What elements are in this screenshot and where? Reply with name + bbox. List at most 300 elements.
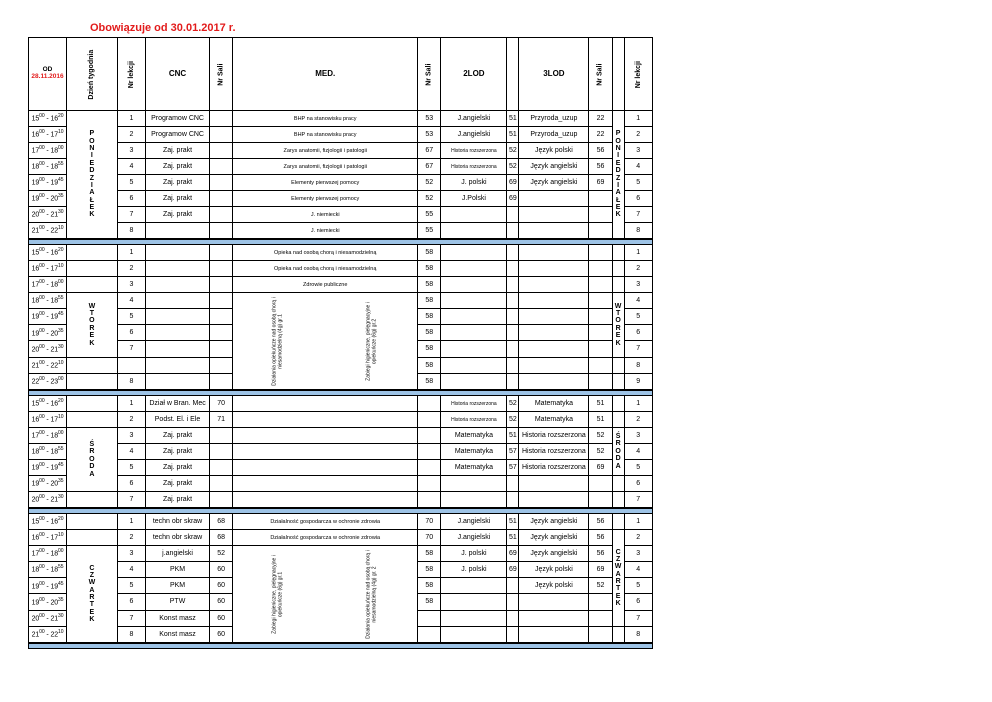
room-cell bbox=[418, 325, 441, 341]
time-start: 16 bbox=[31, 131, 40, 139]
time-end-m: 35 bbox=[58, 478, 64, 485]
room-no: 67 bbox=[425, 162, 434, 170]
cnc-cell bbox=[146, 207, 210, 223]
time-end-h: 23 bbox=[50, 378, 59, 386]
room-cell bbox=[418, 578, 441, 594]
time-cell: $17^{00} - 18^{00}$ bbox=[29, 428, 67, 444]
time-end-m: 45 bbox=[58, 177, 64, 184]
room-no: 69 bbox=[509, 178, 517, 186]
day-cell bbox=[67, 428, 118, 492]
lesson-no-cell bbox=[117, 293, 145, 309]
time-end-m: 20 bbox=[58, 516, 64, 523]
lesson-number: 2 bbox=[636, 415, 641, 423]
time-end-h: 21 bbox=[50, 211, 59, 219]
room-cell bbox=[589, 460, 612, 476]
cnc-subject: Dział w Bran. Mec bbox=[149, 399, 206, 407]
lesson-no-cell bbox=[117, 159, 145, 175]
med-cell bbox=[233, 514, 418, 530]
lesson-number: 5 bbox=[636, 178, 641, 186]
lesson-number: 5 bbox=[129, 313, 134, 321]
room-cell bbox=[507, 373, 519, 390]
room-cell bbox=[589, 626, 612, 643]
time-cell: $17^{00} - 18^{00}$ bbox=[29, 546, 67, 562]
lod2-cell bbox=[441, 357, 507, 373]
cnc-subject: PTW bbox=[169, 598, 186, 606]
cnc-cell bbox=[146, 428, 210, 444]
lesson-number: 7 bbox=[129, 345, 134, 353]
room-cell bbox=[589, 578, 612, 594]
room-no: 58 bbox=[425, 296, 434, 304]
room-cell bbox=[507, 610, 519, 626]
room-no: 69 bbox=[509, 566, 517, 574]
lesson-no-cell bbox=[624, 594, 652, 610]
lod3-cell bbox=[519, 245, 589, 261]
time-cell: $18^{00} - 18^{55}$ bbox=[29, 293, 67, 309]
room-cell bbox=[418, 111, 441, 127]
table-row bbox=[29, 191, 653, 207]
time-start: 19 bbox=[31, 329, 40, 337]
lesson-no-cell bbox=[624, 514, 652, 530]
lod2-cell bbox=[441, 610, 507, 626]
time-cell: $20^{00} - 21^{30}$ bbox=[29, 610, 67, 626]
time-cell: $19^{00} - 19^{45}$ bbox=[29, 578, 67, 594]
room-cell bbox=[507, 396, 519, 412]
med-cell bbox=[233, 261, 418, 277]
table-row bbox=[29, 546, 653, 562]
lesson-no-cell bbox=[117, 396, 145, 412]
room-cell bbox=[507, 476, 519, 492]
lesson-number: 5 bbox=[636, 582, 641, 590]
hdr-cnc-text: CNC bbox=[168, 68, 187, 78]
hdr-3lod-text: 3LOD bbox=[543, 68, 565, 78]
lesson-no-cell bbox=[117, 594, 145, 610]
day-label-sr: Ś R O D A bbox=[615, 433, 621, 470]
room-cell bbox=[507, 175, 519, 191]
room-cell bbox=[210, 492, 233, 509]
room-cell bbox=[210, 341, 233, 357]
table-row bbox=[29, 444, 653, 460]
lod2-subject: Historia rozszerzona bbox=[451, 400, 497, 407]
room-cell bbox=[507, 626, 519, 643]
room-no: 53 bbox=[425, 114, 434, 122]
room-cell bbox=[418, 357, 441, 373]
time-end-h: 16 bbox=[50, 400, 59, 408]
hdr-nr-lekcji-text: Nr lekcji bbox=[127, 60, 135, 89]
time-cell: $20^{00} - 21^{30}$ bbox=[29, 207, 67, 223]
cnc-subject: PKM bbox=[169, 566, 186, 574]
room-cell bbox=[507, 111, 519, 127]
med-cell bbox=[233, 223, 418, 240]
lod2-cell bbox=[441, 396, 507, 412]
time-start: 15 bbox=[31, 115, 40, 123]
room-cell bbox=[507, 357, 519, 373]
cnc-subject: Konst masz bbox=[159, 614, 196, 622]
time-start: 20 bbox=[31, 211, 40, 219]
cnc-subject: Zaj. prakt bbox=[162, 146, 193, 154]
lod2-cell bbox=[441, 530, 507, 546]
table-row bbox=[29, 428, 653, 444]
lod2-subject: J.angielski bbox=[457, 130, 491, 138]
room-cell bbox=[418, 514, 441, 530]
lesson-no-cell bbox=[117, 460, 145, 476]
lod3-subject: Historia rozszerzona bbox=[522, 463, 586, 471]
lesson-number: 5 bbox=[129, 178, 134, 186]
lesson-number: 6 bbox=[129, 598, 134, 606]
room-no: 57 bbox=[509, 447, 517, 455]
time-end-h: 22 bbox=[50, 362, 59, 370]
day-cell bbox=[612, 530, 624, 627]
lesson-number: 7 bbox=[129, 614, 134, 622]
lod2-cell bbox=[441, 309, 507, 325]
time-end-m: 35 bbox=[58, 596, 64, 603]
room-cell bbox=[589, 293, 612, 309]
time-start: 17 bbox=[31, 281, 40, 289]
room-no: 51 bbox=[596, 415, 605, 423]
lod2-subject: Matematyka bbox=[454, 447, 493, 455]
cnc-subject: Programow CNC bbox=[151, 114, 204, 122]
lod3-cell bbox=[519, 492, 589, 509]
lesson-number: 4 bbox=[636, 296, 641, 304]
time-end-m: 30 bbox=[58, 494, 64, 501]
lesson-number: 3 bbox=[129, 549, 134, 557]
room-cell bbox=[507, 309, 519, 325]
cnc-subject: Zaj. prakt bbox=[162, 447, 193, 455]
room-cell bbox=[589, 175, 612, 191]
lod3-subject: Język angielski bbox=[530, 549, 578, 557]
time-start: 20 bbox=[31, 346, 40, 354]
lod2-cell bbox=[441, 223, 507, 240]
room-no: 70 bbox=[217, 399, 226, 407]
lesson-no-cell bbox=[117, 261, 145, 277]
table-row bbox=[29, 261, 653, 277]
time-start: 19 bbox=[31, 195, 40, 203]
lesson-number: 2 bbox=[636, 264, 641, 272]
page-title: Obowiązuje od 30.01.2017 r. bbox=[90, 22, 236, 34]
time-end-m: 45 bbox=[58, 311, 64, 318]
lod2-cell bbox=[441, 444, 507, 460]
lod2-cell bbox=[441, 626, 507, 643]
lod2-cell bbox=[441, 546, 507, 562]
med-cell bbox=[233, 396, 418, 412]
lesson-no-cell bbox=[117, 245, 145, 261]
day-label-czw: C Z W A R T E K bbox=[614, 548, 622, 607]
lod3-subject: Historia rozszerzona bbox=[522, 447, 586, 455]
room-cell bbox=[210, 594, 233, 610]
med-subject: Zdrowie publiczne bbox=[303, 281, 348, 288]
lod2-subject: Historia rozszerzona bbox=[451, 163, 497, 170]
hdr-med bbox=[233, 38, 418, 111]
room-cell bbox=[418, 127, 441, 143]
lesson-number: 8 bbox=[129, 630, 134, 638]
room-cell bbox=[507, 514, 519, 530]
time-cell: $15^{00} - 16^{20}$ bbox=[29, 111, 67, 127]
time-cell: $16^{00} - 17^{10}$ bbox=[29, 530, 67, 546]
room-cell bbox=[507, 412, 519, 428]
med-cell bbox=[233, 143, 418, 159]
lod3-cell bbox=[519, 514, 589, 530]
med-subject: J. niemiecki bbox=[310, 211, 340, 218]
time-start: 16 bbox=[31, 416, 40, 424]
room-cell bbox=[589, 412, 612, 428]
cnc-cell bbox=[146, 594, 210, 610]
lod3-cell bbox=[519, 223, 589, 240]
cnc-cell bbox=[146, 530, 210, 546]
hdr-dzien-text: Dzień tygodnia bbox=[88, 49, 96, 100]
lod2-cell bbox=[441, 412, 507, 428]
room-cell bbox=[418, 261, 441, 277]
hdr-room-2 bbox=[418, 38, 441, 111]
lod2-cell bbox=[441, 175, 507, 191]
room-cell bbox=[210, 578, 233, 594]
time-cell: $21^{00} - 22^{10}$ bbox=[29, 357, 67, 373]
lesson-no-cell bbox=[624, 626, 652, 643]
time-cell: $19^{00} - 19^{45}$ bbox=[29, 175, 67, 191]
room-cell bbox=[210, 412, 233, 428]
lesson-number: 5 bbox=[636, 463, 641, 471]
lesson-no-cell bbox=[117, 373, 145, 390]
room-cell bbox=[507, 594, 519, 610]
cnc-cell bbox=[146, 492, 210, 509]
lesson-number: 8 bbox=[129, 226, 134, 234]
room-cell bbox=[589, 223, 612, 240]
cnc-subject: j.angielski bbox=[162, 549, 193, 557]
lesson-no-cell bbox=[624, 578, 652, 594]
room-cell bbox=[418, 277, 441, 293]
cnc-cell bbox=[146, 626, 210, 643]
lesson-number: 8 bbox=[636, 226, 641, 234]
time-end-h: 18 bbox=[50, 448, 59, 456]
lesson-no-cell bbox=[624, 428, 652, 444]
cnc-subject: Podst. El. i Ele bbox=[154, 415, 201, 423]
room-no: 58 bbox=[425, 361, 434, 369]
lod3-cell bbox=[519, 562, 589, 578]
room-cell bbox=[507, 245, 519, 261]
room-cell bbox=[589, 245, 612, 261]
room-cell bbox=[589, 325, 612, 341]
room-cell bbox=[418, 373, 441, 390]
lod3-cell bbox=[519, 127, 589, 143]
room-no: 52 bbox=[217, 549, 226, 557]
lesson-no-cell bbox=[117, 476, 145, 492]
time-end-h: 16 bbox=[50, 518, 59, 526]
room-no: 52 bbox=[425, 178, 434, 186]
lesson-number: 1 bbox=[636, 114, 641, 122]
od-label bbox=[29, 67, 66, 81]
hdr-cnc bbox=[146, 38, 210, 111]
room-cell bbox=[210, 357, 233, 373]
hdr-room-3 bbox=[507, 38, 519, 111]
lesson-number: 1 bbox=[129, 248, 134, 256]
lod2-cell bbox=[441, 277, 507, 293]
lesson-no-cell bbox=[624, 546, 652, 562]
room-cell bbox=[507, 341, 519, 357]
room-cell bbox=[418, 396, 441, 412]
med-cell-vertical bbox=[233, 293, 418, 391]
time-end-h: 21 bbox=[50, 496, 59, 504]
hdr-day-2 bbox=[612, 38, 624, 111]
room-no: 68 bbox=[217, 517, 226, 525]
med-cell bbox=[233, 127, 418, 143]
table-row bbox=[29, 127, 653, 143]
room-cell bbox=[210, 191, 233, 207]
med-vertical-1: Działania opiekuńcze nad osobą chorą i niesamodzielną (4g) gr.1 bbox=[271, 296, 284, 386]
room-cell bbox=[589, 428, 612, 444]
cnc-cell bbox=[146, 159, 210, 175]
time-end-h: 17 bbox=[50, 534, 59, 542]
room-cell bbox=[210, 111, 233, 127]
cnc-subject: Zaj. prakt bbox=[162, 479, 193, 487]
lesson-no-cell bbox=[117, 626, 145, 643]
lesson-number: 1 bbox=[636, 248, 641, 256]
time-end-h: 16 bbox=[50, 115, 59, 123]
lod2-cell bbox=[441, 341, 507, 357]
cnc-cell bbox=[146, 396, 210, 412]
time-start: 19 bbox=[31, 179, 40, 187]
lod2-cell bbox=[441, 514, 507, 530]
time-end-m: 00 bbox=[58, 430, 64, 437]
hdr-day bbox=[67, 38, 118, 111]
table-row bbox=[29, 245, 653, 261]
lesson-no-cell bbox=[624, 191, 652, 207]
lesson-number: 3 bbox=[636, 280, 641, 288]
lod3-subject: Język angielski bbox=[530, 162, 578, 170]
med-cell bbox=[233, 111, 418, 127]
med-cell bbox=[233, 460, 418, 476]
lod2-cell bbox=[441, 476, 507, 492]
lod2-cell bbox=[441, 578, 507, 594]
cnc-subject: Zaj. prakt bbox=[162, 178, 193, 186]
lod3-cell bbox=[519, 594, 589, 610]
room-no: 58 bbox=[425, 329, 434, 337]
room-no: 58 bbox=[425, 582, 434, 590]
room-cell bbox=[507, 492, 519, 509]
time-end-m: 00 bbox=[58, 145, 64, 152]
cnc-cell bbox=[146, 357, 210, 373]
cnc-subject: Konst masz bbox=[159, 630, 196, 638]
hdr-od bbox=[29, 38, 67, 111]
lod3-cell bbox=[519, 325, 589, 341]
room-no: 22 bbox=[596, 130, 605, 138]
cnc-cell bbox=[146, 610, 210, 626]
time-end-h: 19 bbox=[50, 582, 59, 590]
room-no: 69 bbox=[596, 566, 605, 574]
lesson-no-cell bbox=[117, 223, 145, 240]
lesson-number: 1 bbox=[129, 517, 134, 525]
room-cell bbox=[210, 159, 233, 175]
lesson-number: 2 bbox=[129, 264, 134, 272]
lesson-number: 5 bbox=[129, 582, 134, 590]
lesson-no-cell bbox=[117, 546, 145, 562]
room-no: 58 bbox=[425, 264, 434, 272]
lod2-subject: J. polski bbox=[461, 549, 487, 557]
time-end-h: 19 bbox=[50, 313, 59, 321]
time-start: 20 bbox=[31, 496, 40, 504]
time-end-m: 35 bbox=[58, 327, 64, 334]
cnc-subject: Zaj. prakt bbox=[162, 495, 193, 503]
table-row bbox=[29, 514, 653, 530]
time-end-h: 17 bbox=[50, 416, 59, 424]
lod2-cell bbox=[441, 207, 507, 223]
room-cell bbox=[589, 610, 612, 626]
room-no: 60 bbox=[217, 598, 226, 606]
room-no: 51 bbox=[509, 533, 517, 541]
cnc-cell bbox=[146, 444, 210, 460]
room-no: 56 bbox=[596, 549, 605, 557]
cnc-cell bbox=[146, 111, 210, 127]
time-cell: $19^{00} - 19^{45}$ bbox=[29, 460, 67, 476]
time-end-h: 18 bbox=[50, 432, 59, 440]
lod3-subject: Matematyka bbox=[534, 399, 573, 407]
med-subject: Działalność gospodarcza w ochronie zdrowia bbox=[270, 518, 381, 525]
room-cell bbox=[210, 261, 233, 277]
room-cell bbox=[418, 175, 441, 191]
room-no: 22 bbox=[596, 114, 605, 122]
room-no: 58 bbox=[425, 566, 434, 574]
cnc-cell bbox=[146, 191, 210, 207]
room-cell bbox=[418, 143, 441, 159]
lesson-no-cell bbox=[624, 127, 652, 143]
room-cell bbox=[418, 546, 441, 562]
room-no: 52 bbox=[596, 582, 605, 590]
cnc-cell bbox=[146, 127, 210, 143]
med-subject: Zarys anatomii, fizjologii i patologii bbox=[283, 163, 367, 170]
lesson-number: 6 bbox=[636, 479, 641, 487]
cnc-subject: Zaj. prakt bbox=[162, 162, 193, 170]
table-row bbox=[29, 159, 653, 175]
room-cell bbox=[210, 428, 233, 444]
time-end-h: 20 bbox=[50, 329, 59, 337]
lod2-subject: J.angielski bbox=[457, 114, 491, 122]
hdr-lesson-no bbox=[117, 38, 145, 111]
lod3-cell bbox=[519, 341, 589, 357]
time-end-m: 45 bbox=[58, 580, 64, 587]
cnc-subject: Zaj. prakt bbox=[162, 463, 193, 471]
time-cell: $21^{00} - 22^{10}$ bbox=[29, 223, 67, 240]
hdr-room-4 bbox=[589, 38, 612, 111]
table-row bbox=[29, 396, 653, 412]
lesson-number: 4 bbox=[129, 447, 134, 455]
time-end-m: 55 bbox=[58, 446, 64, 453]
lod3-cell bbox=[519, 357, 589, 373]
lesson-number: 1 bbox=[129, 114, 134, 122]
room-cell bbox=[589, 476, 612, 492]
lesson-no-cell bbox=[117, 127, 145, 143]
room-no: 60 bbox=[217, 566, 226, 574]
med-subject: Zarys anatomii, fizjologii i patologii bbox=[283, 147, 367, 154]
lesson-no-cell bbox=[624, 562, 652, 578]
lesson-number: 4 bbox=[636, 566, 641, 574]
med-cell bbox=[233, 207, 418, 223]
lesson-number: 7 bbox=[636, 210, 641, 218]
room-no: 58 bbox=[425, 549, 434, 557]
room-cell bbox=[507, 444, 519, 460]
med-cell bbox=[233, 159, 418, 175]
room-cell bbox=[418, 428, 441, 444]
hdr-room-text: Nr Sali bbox=[596, 63, 604, 86]
room-cell bbox=[418, 594, 441, 610]
day-cell bbox=[67, 293, 118, 358]
lod2-subject: Historia rozszerzona bbox=[451, 147, 497, 154]
room-no: 52 bbox=[596, 447, 605, 455]
time-end-m: 55 bbox=[58, 564, 64, 571]
time-start: 16 bbox=[31, 265, 40, 273]
lesson-number: 8 bbox=[636, 361, 641, 369]
room-cell bbox=[507, 325, 519, 341]
lesson-number: 2 bbox=[129, 533, 134, 541]
lesson-number: 6 bbox=[129, 479, 134, 487]
hdr-med-text: MED. bbox=[315, 68, 336, 78]
day-label-wt: W T O R E K bbox=[88, 302, 96, 347]
